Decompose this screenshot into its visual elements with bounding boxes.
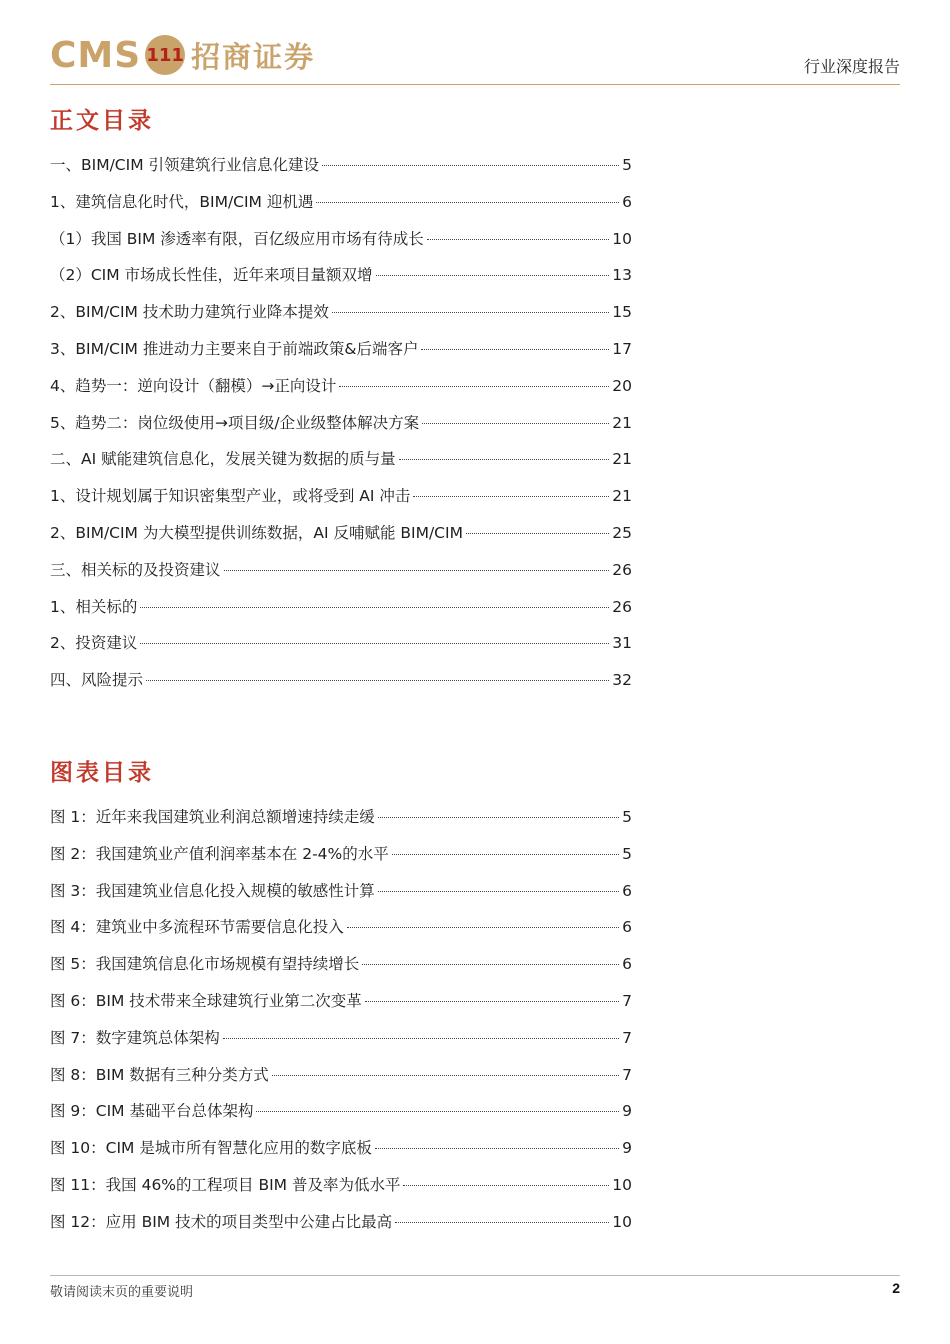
entry-page-number: 5	[622, 844, 632, 863]
dot-leader	[362, 964, 619, 965]
dot-leader	[332, 312, 609, 313]
figure-entry[interactable]	[50, 879, 632, 916]
entry-label: （2）CIM 市场成长性佳，近年来项目量额双增	[50, 266, 373, 285]
entry-page-number: 10	[612, 1212, 632, 1231]
entry-page-number: 26	[612, 597, 632, 616]
entry-page-number: 13	[612, 266, 632, 285]
dot-leader	[347, 927, 619, 928]
entry-label: 图 3：我国建筑业信息化投入规模的敏感性计算	[50, 881, 375, 900]
report-type-label: 行业深度报告	[803, 57, 900, 76]
dot-leader	[146, 680, 609, 681]
toc-entry[interactable]	[50, 668, 632, 705]
dot-leader	[140, 607, 609, 608]
entry-page-number: 26	[612, 560, 632, 579]
toc-entry[interactable]	[50, 153, 632, 190]
toc-entry[interactable]	[50, 595, 632, 632]
figure-list	[50, 805, 632, 1247]
dot-leader	[339, 386, 609, 387]
figure-entry[interactable]	[50, 915, 632, 952]
toc-entry[interactable]	[50, 190, 632, 227]
entry-label: 2、BIM/CIM 技术助力建筑行业降本提效	[50, 303, 329, 322]
entry-label: 1、建筑信息化时代，BIM/CIM 迎机遇	[50, 192, 314, 211]
figure-entry[interactable]	[50, 1136, 632, 1173]
dot-leader	[413, 496, 609, 497]
entry-page-number: 9	[622, 1102, 632, 1121]
entry-label: 图 2：我国建筑业产值利润率基本在 2-4%的水平	[50, 844, 389, 863]
toc-entry[interactable]	[50, 447, 632, 484]
entry-label: 图 1：近年来我国建筑业利润总额增速持续走缓	[50, 808, 375, 826]
entry-label: 二、AI 赋能建筑信息化，发展关键为数据的质与量	[50, 450, 396, 469]
dot-leader	[427, 239, 609, 240]
entry-page-number: 10	[612, 229, 632, 248]
dot-leader	[422, 423, 609, 424]
entry-label: 3、BIM/CIM 推进动力主要来自于前端政策&后端客户	[50, 339, 419, 358]
entry-page-number: 7	[622, 1028, 632, 1047]
dot-leader	[378, 891, 619, 892]
entry-label: 2、投资建议	[50, 634, 138, 653]
entry-page-number: 21	[612, 487, 632, 506]
entry-page-number: 5	[622, 808, 632, 826]
toc-list	[50, 153, 632, 705]
entry-page-number: 6	[622, 192, 632, 211]
toc-entry[interactable]	[50, 227, 632, 264]
footer-disclaimer: 敬请阅读末页的重要说明	[50, 1285, 194, 1300]
dot-leader	[375, 1148, 619, 1149]
entry-label: 图 4：建筑业中多流程环节需要信息化投入	[50, 918, 344, 937]
toc-entry[interactable]	[50, 374, 632, 411]
dot-leader	[256, 1111, 619, 1112]
header-divider	[50, 84, 900, 85]
toc-entry[interactable]	[50, 337, 632, 374]
entry-page-number: 21	[612, 413, 632, 432]
dot-leader	[223, 1038, 619, 1039]
dot-leader	[365, 1001, 619, 1002]
entry-label: 5、趋势二：岗位级使用→项目级/企业级整体解决方案	[50, 413, 420, 432]
entry-page-number: 6	[622, 918, 632, 937]
entry-label: 图 6：BIM 技术带来全球建筑行业第二次变革	[50, 991, 362, 1010]
dot-leader	[378, 817, 619, 818]
entry-page-number: 6	[622, 955, 632, 974]
entry-page-number: 21	[612, 450, 632, 469]
entry-label: 图 9：CIM 基础平台总体架构	[50, 1102, 254, 1121]
figure-entry[interactable]	[50, 1063, 632, 1100]
entry-label: （1）我国 BIM 渗透率有限，百亿级应用市场有待成长	[50, 229, 424, 248]
dot-leader	[403, 1185, 609, 1186]
entry-label: 图 12：应用 BIM 技术的项目类型中公建占比最高	[50, 1212, 393, 1231]
dot-leader	[322, 165, 619, 166]
toc-title: 正文目录	[50, 108, 154, 134]
entry-page-number: 31	[612, 634, 632, 653]
entry-label: 1、相关标的	[50, 597, 138, 616]
dot-leader	[376, 275, 610, 276]
figure-entry[interactable]	[50, 1173, 632, 1210]
cms-logo	[50, 32, 315, 78]
entry-page-number: 7	[622, 1065, 632, 1084]
dot-leader	[421, 349, 609, 350]
entry-label: 图 7：数字建筑总体架构	[50, 1028, 220, 1047]
footer-divider	[50, 1275, 900, 1276]
toc-entry[interactable]	[50, 411, 632, 448]
logo-badge-icon: 111	[145, 35, 185, 75]
figure-entry[interactable]	[50, 952, 632, 989]
entry-label: 1、设计规划属于知识密集型产业，或将受到 AI 冲击	[50, 487, 411, 506]
entry-label: 2、BIM/CIM 为大模型提供训练数据，AI 反哺赋能 BIM/CIM	[50, 523, 463, 542]
figure-entry[interactable]	[50, 1210, 632, 1247]
entry-label: 4、趋势一：逆向设计（翻模）→正向设计	[50, 376, 337, 395]
entry-label: 图 10：CIM 是城市所有智慧化应用的数字底板	[50, 1139, 372, 1158]
entry-page-number: 25	[612, 523, 632, 542]
page-header	[50, 30, 900, 86]
dot-leader	[466, 533, 609, 534]
entry-page-number: 10	[612, 1175, 632, 1194]
logo-chinese-text: 招商证券	[191, 39, 316, 74]
entry-label: 图 11：我国 46%的工程项目 BIM 普及率为低水平	[50, 1175, 401, 1194]
entry-label: 一、BIM/CIM 引领建筑行业信息化建设	[50, 156, 319, 174]
figure-list-title: 图表目录	[50, 760, 154, 786]
dot-leader	[392, 854, 619, 855]
entry-page-number: 7	[622, 991, 632, 1010]
figure-entry[interactable]	[50, 805, 632, 842]
entry-label: 三、相关标的及投资建议	[50, 560, 221, 579]
page-number: 2	[892, 1280, 900, 1296]
dot-leader	[395, 1222, 609, 1223]
dot-leader	[224, 570, 610, 571]
entry-page-number: 32	[612, 671, 632, 690]
entry-label: 四、风险提示	[50, 671, 144, 690]
entry-page-number: 5	[622, 156, 632, 174]
dot-leader	[316, 202, 619, 203]
figure-entry[interactable]	[50, 1026, 632, 1063]
figure-entry[interactable]	[50, 842, 632, 879]
entry-label: 图 5：我国建筑信息化市场规模有望持续增长	[50, 955, 360, 974]
dot-leader	[140, 643, 609, 644]
dot-leader	[272, 1075, 619, 1076]
dot-leader	[399, 459, 610, 460]
entry-page-number: 15	[612, 303, 632, 322]
toc-entry[interactable]	[50, 558, 632, 595]
toc-entry[interactable]	[50, 263, 632, 300]
logo-latin-text: CMS	[50, 34, 142, 76]
figure-entry[interactable]	[50, 1099, 632, 1136]
toc-entry[interactable]	[50, 631, 632, 668]
figure-entry[interactable]	[50, 989, 632, 1026]
toc-entry[interactable]	[50, 300, 632, 337]
entry-label: 图 8：BIM 数据有三种分类方式	[50, 1065, 269, 1084]
toc-entry[interactable]	[50, 521, 632, 558]
toc-entry[interactable]	[50, 484, 632, 521]
entry-page-number: 9	[622, 1139, 632, 1158]
entry-page-number: 17	[612, 339, 632, 358]
entry-page-number: 20	[612, 376, 632, 395]
entry-page-number: 6	[622, 881, 632, 900]
